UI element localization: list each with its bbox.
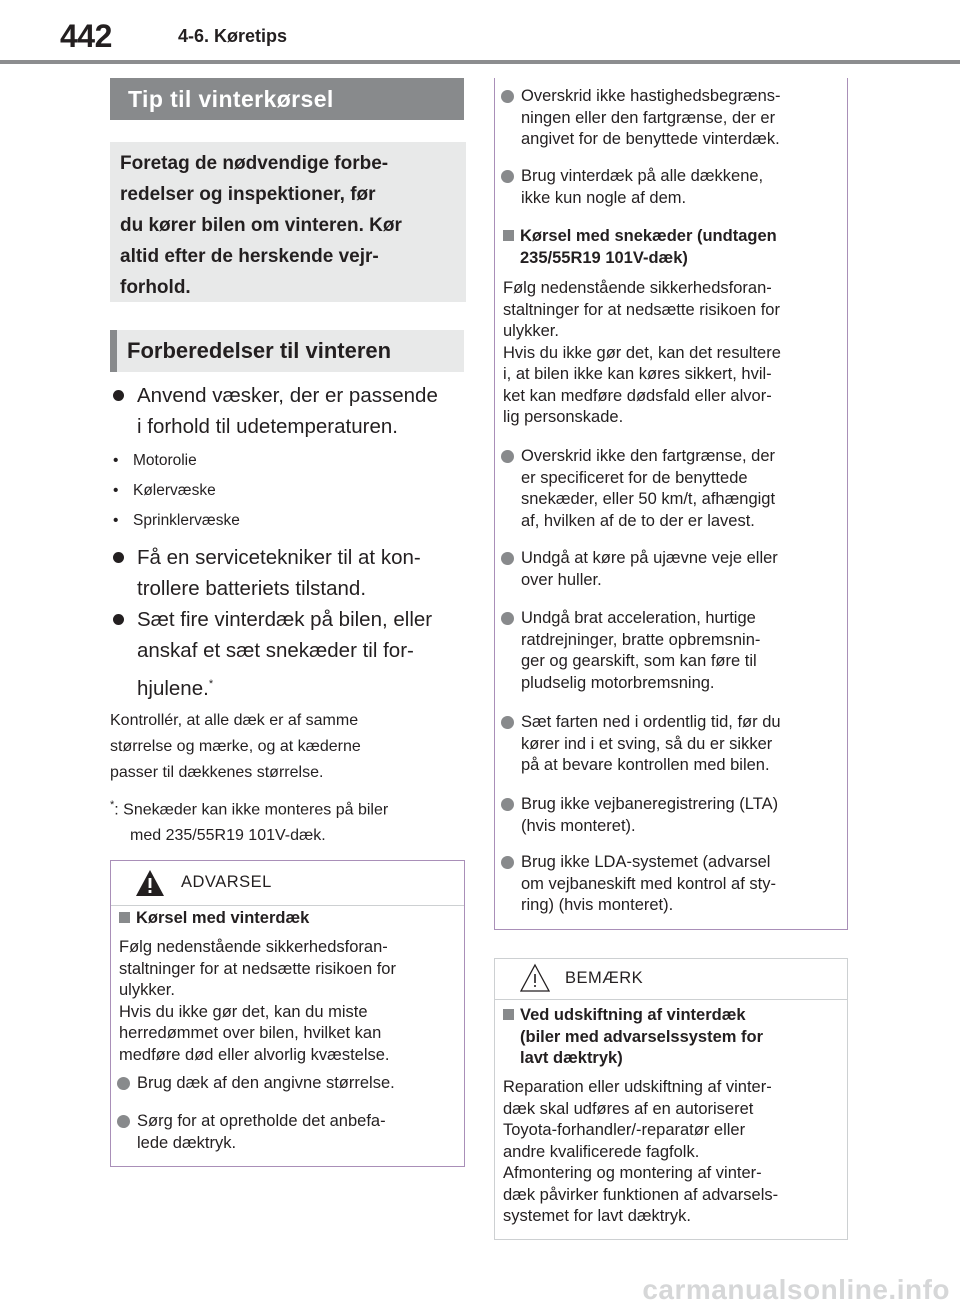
section-title: 4-6. Køretips <box>178 26 288 46</box>
list-item <box>501 852 841 918</box>
text-line: ket kan medføre dødsfald eller alvor- <box>503 386 772 405</box>
text-line: lig personskade. <box>503 408 624 426</box>
text-line: Hvis du ikke gør det, kan det resultere <box>503 343 781 362</box>
bullet-icon <box>117 1115 130 1128</box>
list-item: • Motorolie <box>113 452 197 469</box>
text-line: Reparation eller udskiftning af vinter- <box>503 1078 772 1096</box>
text-line: ger og gearskift, som kan føre til <box>521 652 757 670</box>
text-line: dæk påvirker funktionen af advarsels- <box>503 1185 779 1204</box>
text-line: Sørg for at opretholde det anbefa- <box>137 1112 386 1130</box>
text-line: lavt dæktryk) <box>520 1049 623 1067</box>
text-line: Hvis du ikke gør det, kan du miste <box>119 1002 368 1021</box>
list-item <box>501 446 841 534</box>
text-line: Brug ikke LDA-systemet (advarsel <box>521 853 771 871</box>
list-item <box>117 1111 457 1157</box>
tip-line: Foretag de nødvendige forbe- <box>120 153 389 174</box>
text-line: trollere batteriets tilstand. <box>137 577 367 600</box>
text-line: Kørsel med vinterdæk <box>136 909 310 927</box>
bullet-text <box>521 548 778 591</box>
text-line: medføre død eller alvorlig kvæstelse. <box>119 1045 390 1064</box>
divider <box>495 999 847 1000</box>
text-line: af, hvilken af de to der er lavest. <box>521 511 755 530</box>
text-line: angivet for de benyttede vinterdæk. <box>521 130 780 148</box>
text-line: dæk skal udføres af en autoriseret <box>503 1099 754 1118</box>
warning-box <box>110 860 465 1167</box>
text-line: ratdrejninger, bratte opbremsnin- <box>521 630 761 649</box>
bullet-text <box>137 380 438 442</box>
list-item <box>501 86 841 152</box>
square-bullet-icon <box>503 1009 514 1020</box>
bullet-icon <box>501 798 514 811</box>
bullet-icon <box>501 716 514 729</box>
list-item <box>501 794 841 838</box>
footnote <box>110 792 388 849</box>
bullet-icon <box>113 390 124 401</box>
list-item: • Sprinklervæske <box>113 512 240 529</box>
text-line: ring) (hvis monteret). <box>521 896 674 914</box>
text-line: staltninger for at nedsætte risikoen for <box>503 300 780 319</box>
text-line: i forhold til udetemperaturen. <box>137 415 398 438</box>
text-line: ikke kun nogle af dem. <box>521 188 687 207</box>
text-line: passer til dækkenes størrelse. <box>110 764 324 781</box>
footnote-marker: * <box>110 799 115 811</box>
text-line: størrelse og mærke, og at kæderne <box>110 738 361 755</box>
bullet-icon <box>501 552 514 565</box>
text-line: herredømmet over bilen, hvilket kan <box>119 1024 382 1042</box>
bullet-icon <box>501 856 514 869</box>
list-item: • Kølervæske <box>113 482 216 499</box>
warning-subheading <box>119 909 309 928</box>
text-line: Brug vinterdæk på alle dækkene, <box>521 167 764 185</box>
text-line: Kontrollér, at alle dæk er af samme <box>110 712 359 729</box>
text-line: Overskrid ikke hastighedsbegræns- <box>521 87 781 105</box>
list-item <box>501 548 841 592</box>
bullet-icon <box>501 170 514 183</box>
bullet-icon <box>113 552 124 563</box>
bullet-icon <box>501 90 514 103</box>
text-line: Brug dæk af den angivne størrelse. <box>137 1074 395 1092</box>
text-line: (hvis monteret). <box>521 816 636 835</box>
bullet-icon <box>113 614 124 625</box>
list-item <box>113 542 463 604</box>
prep-heading: Forberedelser til vinteren <box>110 330 464 372</box>
text-line: på at bevare kontrollen med bilen. <box>521 756 770 774</box>
text-line: Toyota-forhandler/-reparatør eller <box>503 1121 746 1139</box>
page-number: 442 <box>60 18 112 54</box>
list-item <box>113 604 463 699</box>
note-subheading <box>503 1005 763 1070</box>
text-line: systemet for lavt dæktryk. <box>503 1207 691 1225</box>
text-line: ulykker. <box>119 981 175 999</box>
text-line: lede dæktryk. <box>137 1133 237 1152</box>
tip-heading: Tip til vinterkørsel <box>110 78 464 120</box>
tip-line: du kører bilen om vinteren. Kør <box>120 215 402 236</box>
bullet-icon <box>501 612 514 625</box>
prep-paragraph <box>110 708 361 786</box>
text-line: 235/55R19 101V-dæk) <box>520 248 688 267</box>
bullet-text <box>137 542 421 604</box>
bullet-text <box>521 446 775 532</box>
divider <box>111 905 464 906</box>
text-line: anskaf et sæt snekæder til for- <box>137 639 414 662</box>
warning-triangle-icon <box>135 869 165 897</box>
note-triangle-icon <box>519 963 551 993</box>
text-line: Brug ikke vejbaneregistrering (LTA) <box>521 795 779 813</box>
warning-title: ADVARSEL <box>181 873 272 891</box>
bullet-text <box>521 166 763 209</box>
note-box <box>494 958 848 1240</box>
bullet-text <box>137 1111 386 1154</box>
bullet-text <box>521 852 776 917</box>
text-line: Kørsel med snekæder (undtagen <box>520 227 777 245</box>
list-item <box>501 166 841 210</box>
tip-intro-box <box>110 142 466 302</box>
list-item <box>501 608 841 696</box>
text-line: Sæt farten ned i ordentlig tid, før du <box>521 713 781 731</box>
text-line: ulykker. <box>503 322 559 340</box>
text-line: med 235/55R19 101V-dæk. <box>130 827 326 845</box>
warning-box-continued <box>494 78 848 930</box>
text-line: Afmontering og montering af vinter- <box>503 1164 762 1182</box>
text-line: pludselig motorbremsning. <box>521 673 715 692</box>
bullet-text <box>521 86 781 151</box>
text-line: : Snekæder kan ikke monteres på biler <box>114 801 389 819</box>
text-line: ningen eller den fartgrænse, der er <box>521 108 776 127</box>
text-line: andre kvalificerede fagfolk. <box>503 1142 700 1161</box>
fluid-item: Motorolie <box>133 452 197 469</box>
bullet-icon <box>117 1077 130 1090</box>
text-line: Undgå at køre på ujævne veje eller <box>521 549 778 567</box>
warning-text <box>119 937 396 1066</box>
text-line: Følg nedenstående sikkerhedsforan- <box>503 279 772 297</box>
square-bullet-icon <box>503 230 514 241</box>
text-line: over huller. <box>521 570 602 589</box>
bullet-text <box>521 608 760 694</box>
text-line: Følg nedenstående sikkerhedsforan- <box>119 938 388 956</box>
text-line: Få en servicetekniker til at kon- <box>137 546 421 569</box>
note-text <box>503 1077 778 1228</box>
text-line: snekæder, eller 50 km/t, afhængigt <box>521 490 776 508</box>
text-line: (biler med advarselssystem for <box>520 1027 764 1046</box>
text-line: Anvend væsker, der er passende <box>137 384 438 407</box>
tip-line: altid efter de herskende vejr- <box>120 246 379 267</box>
text-line: kører ind i et sving, så du er sikker <box>521 734 773 753</box>
text-line: i, at bilen ikke kan køres sikkert, hvil- <box>503 365 772 383</box>
text-line: Undgå brat acceleration, hurtige <box>521 609 756 627</box>
fluid-item: Sprinklervæske <box>133 512 240 529</box>
bullet-text <box>137 604 432 707</box>
list-item <box>113 380 463 442</box>
footnote-marker: * <box>208 678 214 690</box>
bullet-text <box>521 712 781 777</box>
chain-text <box>503 278 781 429</box>
list-item <box>117 1073 457 1097</box>
list-item <box>501 712 841 778</box>
square-bullet-icon <box>119 912 130 923</box>
text-line: Sæt fire vinterdæk på bilen, eller <box>137 608 433 631</box>
fluid-item: Kølervæske <box>133 482 216 499</box>
text-line: Ved udskiftning af vinterdæk <box>520 1006 746 1024</box>
tip-line: forhold. <box>120 277 191 298</box>
text-line: Overskrid ikke den fartgrænse, der <box>521 447 776 465</box>
note-title: BEMÆRK <box>565 969 644 987</box>
text-line: er specificeret for de benyttede <box>521 468 748 487</box>
bullet-text <box>137 1073 395 1095</box>
text-line: om vejbaneskift med kontrol af sty- <box>521 874 776 893</box>
bullet-text <box>521 794 778 837</box>
chain-subheading <box>503 226 777 269</box>
bullet-icon <box>501 450 514 463</box>
header-rule <box>0 60 960 64</box>
text-line: hjulene. <box>137 676 209 700</box>
tip-line: redelser og inspektioner, før <box>120 184 376 205</box>
text-line: staltninger for at nedsætte risikoen for <box>119 959 396 978</box>
watermark: carmanualsonline.info <box>642 1274 950 1305</box>
